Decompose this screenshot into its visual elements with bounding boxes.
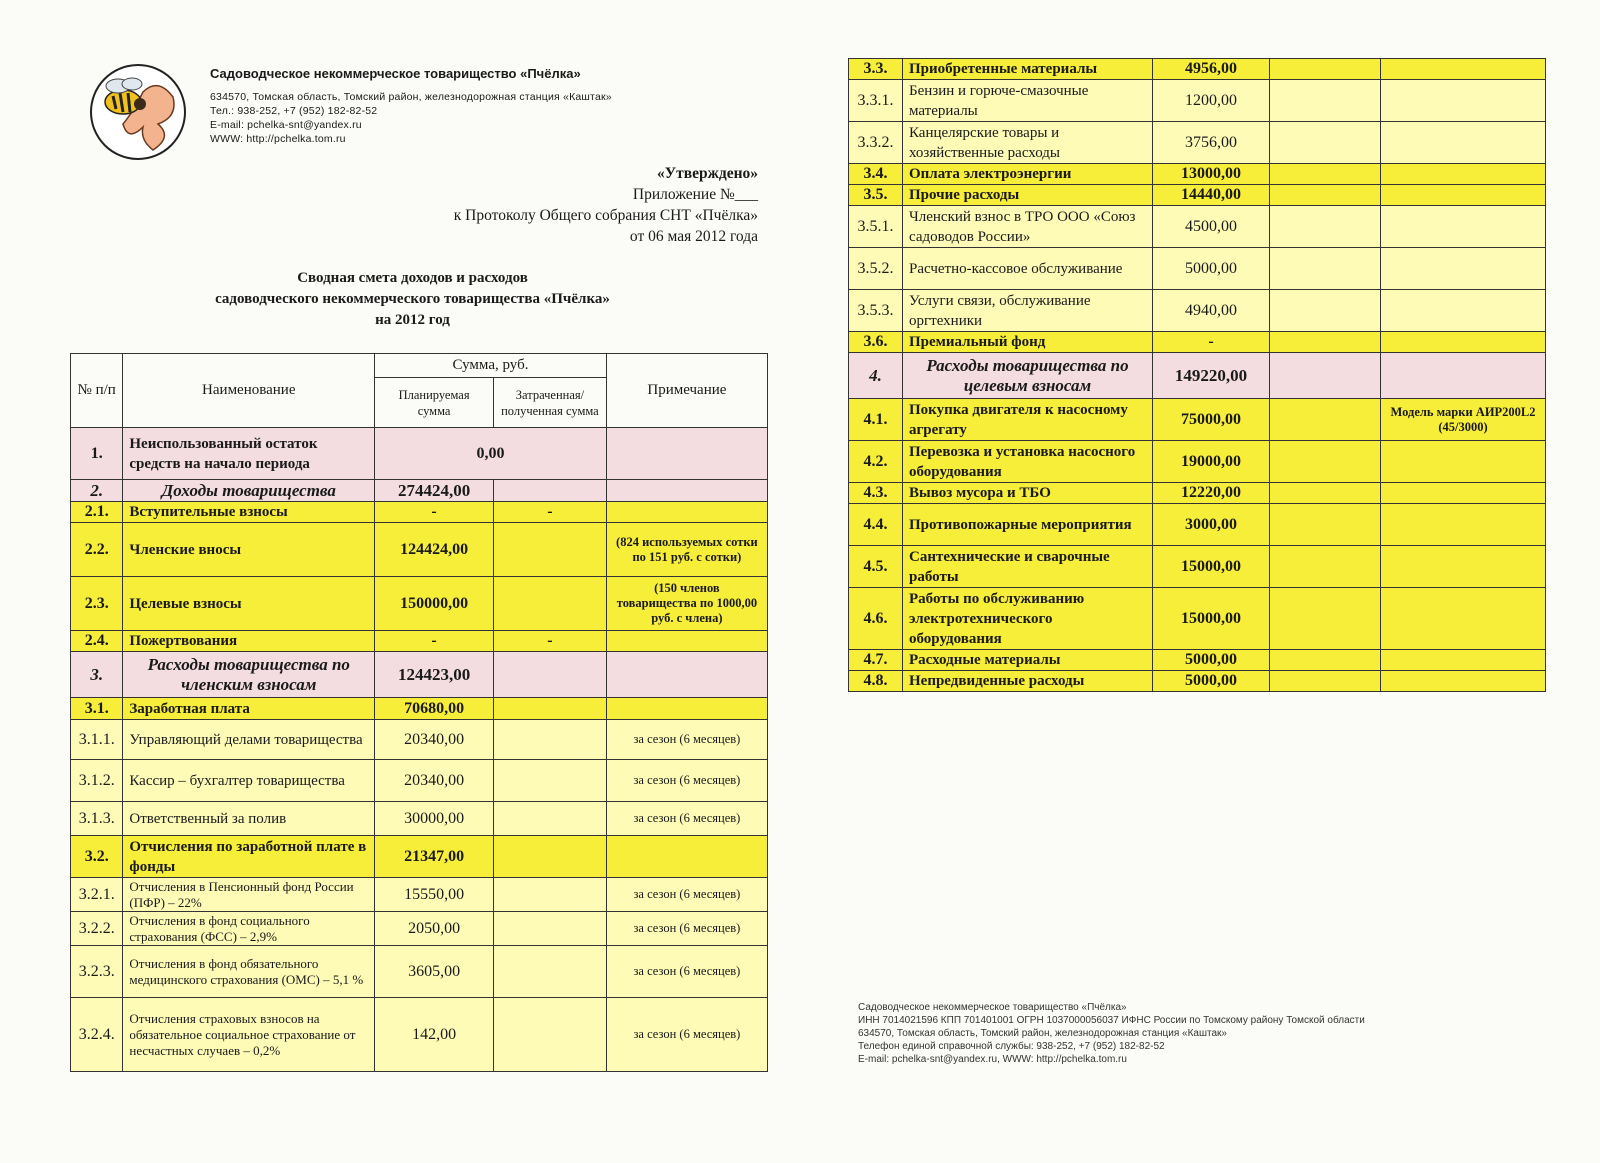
footer-org-name: Садоводческое некоммерческое товарищество «Пчёлка» [858,1002,1127,1013]
row-name: Отчисления в фонд социального страхования (ФСС) – 2,9% [123,912,375,946]
org-website: WWW: http://pchelka.tom.ru [210,133,346,145]
row-note: (150 членов товарищества по 1000,00 руб. с члена) [606,577,767,631]
table-row [71,428,768,480]
row-note: за сезон (6 месяцев) [606,946,767,998]
row-note [1381,588,1546,650]
row-spent-amount [1270,332,1381,353]
row-note [1381,80,1546,122]
row-planned-amount: 15550,00 [375,878,494,912]
table-row [849,185,1546,206]
row-spent-amount [1270,399,1381,441]
table-row [849,353,1546,399]
col-header-note: Примечание [606,354,767,428]
approved-label: «Утверждено» [657,165,758,182]
title-line-2: садоводческого некоммерческого товарищества «Пчёлка» [215,291,610,307]
col-header-number: № п/п [71,354,123,428]
row-number: 3.2.3. [71,946,123,998]
table-row [849,290,1546,332]
row-note [1381,546,1546,588]
row-number: 4.7. [849,650,903,671]
row-note: за сезон (6 месяцев) [606,720,767,760]
row-number: 3.1.3. [71,802,123,836]
table-row [849,164,1546,185]
row-spent-amount [1270,206,1381,248]
table-row [849,671,1546,692]
row-number: 3.1.2. [71,760,123,802]
row-planned-amount: 2050,00 [375,912,494,946]
row-spent-amount [494,480,607,502]
row-planned-amount: 30000,00 [375,802,494,836]
row-number: 3.2. [71,836,123,878]
row-planned-amount: 15000,00 [1153,588,1270,650]
row-planned-amount: 15000,00 [1153,546,1270,588]
row-planned-amount: 5000,00 [1153,650,1270,671]
row-note [606,652,767,698]
row-planned-amount: 75000,00 [1153,399,1270,441]
table-row [71,631,768,652]
table-row [849,248,1546,290]
row-planned-amount: 5000,00 [1153,248,1270,290]
row-planned-amount: 274424,00 [375,480,494,502]
row-spent-amount [494,946,607,998]
row-name: Кассир – бухгалтер товарищества [123,760,375,802]
approval-date: от 06 мая 2012 года [629,228,758,245]
table-row [71,998,768,1072]
row-name: Управляющий делами товарищества [123,720,375,760]
bee-flower-logo-icon [88,62,188,162]
row-spent-amount: - [494,502,607,523]
table-row [849,80,1546,122]
row-planned-amount: 4500,00 [1153,206,1270,248]
row-spent-amount [1270,671,1381,692]
row-note [606,631,767,652]
org-email: E-mail: pchelka-snt@yandex.ru [210,119,362,131]
row-spent-amount [1270,546,1381,588]
row-note [606,480,767,502]
row-spent-amount [494,523,607,577]
col-header-planned: Планируемая сумма [375,378,494,428]
table-row [849,122,1546,164]
table-row [71,946,768,998]
row-name: Вступительные взносы [123,502,375,523]
row-planned-amount: 14440,00 [1153,185,1270,206]
row-note [1381,248,1546,290]
row-note: за сезон (6 месяцев) [606,998,767,1072]
table-row [71,836,768,878]
row-note [1381,122,1546,164]
table-row [71,698,768,720]
row-note [1381,353,1546,399]
row-planned-amount: 4956,00 [1153,59,1270,80]
row-spent-amount [1270,441,1381,483]
row-name: Канцелярские товары и хозяйственные расходы [903,122,1153,164]
col-header-sum: Сумма, руб. [375,354,607,378]
row-name: Отчисления в Пенсионный фонд России (ПФР) – 22% [123,878,375,912]
table-row [849,504,1546,546]
table-row [849,399,1546,441]
row-spent-amount [494,760,607,802]
row-number: 4.4. [849,504,903,546]
row-number: 3.3.2. [849,122,903,164]
table-row [71,912,768,946]
col-header-spent: Затраченная/ полученная сумма [494,378,607,428]
row-spent-amount [494,698,607,720]
row-name: Расчетно-кассовое обслуживание [903,248,1153,290]
left-table-body [71,428,768,1072]
row-number: 3.3.1. [849,80,903,122]
row-spent-amount [494,998,607,1072]
row-name: Отчисления в фонд обязательного медицинского страхования (ОМС) – 5,1 % [123,946,375,998]
footer-requisites [858,1001,1365,1066]
row-number: 2.3. [71,577,123,631]
row-number: 3.5.1. [849,206,903,248]
row-number: 2.1. [71,502,123,523]
budget-table-right [848,58,1546,692]
row-name: Ответственный за полив [123,802,375,836]
row-number: 4.2. [849,441,903,483]
row-planned-amount: 13000,00 [1153,164,1270,185]
row-name: Приобретенные материалы [903,59,1153,80]
row-name: Сантехнические и сварочные работы [903,546,1153,588]
row-name: Покупка двигателя к насосному агрегату [903,399,1153,441]
row-planned-amount: 70680,00 [375,698,494,720]
appendix-label: Приложение №___ [632,186,758,203]
row-note: Модель марки АИР200L2 (45/3000) [1381,399,1546,441]
row-name: Противопожарные мероприятия [903,504,1153,546]
row-planned-amount: - [1153,332,1270,353]
row-note [1381,483,1546,504]
row-planned-amount: 150000,00 [375,577,494,631]
table-row [71,577,768,631]
row-planned-amount: 19000,00 [1153,441,1270,483]
row-planned-amount: 3000,00 [1153,504,1270,546]
row-name: Оплата электроэнергии [903,164,1153,185]
row-planned-amount: 20340,00 [375,720,494,760]
table-row [849,546,1546,588]
row-name: Членские вносы [123,523,375,577]
row-note [1381,185,1546,206]
row-planned-amount: 12220,00 [1153,483,1270,504]
table-row [849,483,1546,504]
row-name: Расходы товарищества по членским взносам [123,652,375,698]
table-row [71,878,768,912]
row-spent-amount [1270,80,1381,122]
row-planned-amount: - [375,631,494,652]
row-name: Пожертвования [123,631,375,652]
row-name: Бензин и горюче-смазочные материалы [903,80,1153,122]
row-number: 4.8. [849,671,903,692]
row-number: 3.5.3. [849,290,903,332]
table-row [71,802,768,836]
row-number: 2.2. [71,523,123,577]
budget-table-left [70,353,768,1072]
row-planned-amount: 1200,00 [1153,80,1270,122]
row-note [606,698,767,720]
row-note [1381,164,1546,185]
row-name: Расходные материалы [903,650,1153,671]
table-row [71,760,768,802]
row-planned-amount: 124423,00 [375,652,494,698]
row-name: Услуги связи, обслуживание оргтехники [903,290,1153,332]
row-spent-amount [1270,248,1381,290]
row-name: Прочие расходы [903,185,1153,206]
row-note [1381,332,1546,353]
org-phone: Тел.: 938-252, +7 (952) 182-82-52 [210,105,378,117]
row-note [1381,206,1546,248]
row-note: за сезон (6 месяцев) [606,912,767,946]
row-spent-amount [1270,290,1381,332]
row-spent-amount [1270,483,1381,504]
col-header-name: Наименование [123,354,375,428]
row-number: 3.2.4. [71,998,123,1072]
row-planned-amount: 20340,00 [375,760,494,802]
row-spent-amount [1270,164,1381,185]
row-note: за сезон (6 месяцев) [606,760,767,802]
row-name: Вывоз мусора и ТБО [903,483,1153,504]
row-number: 3.1.1. [71,720,123,760]
right-table-body [849,59,1546,692]
row-spent-amount [1270,353,1381,399]
row-note [1381,59,1546,80]
row-spent-amount [1270,504,1381,546]
row-spent-amount [1270,588,1381,650]
row-note [606,836,767,878]
row-note: за сезон (6 месяцев) [606,802,767,836]
row-name: Отчисления страховых взносов на обязательное социальное страхование от несчастных случаев – 0,2% [123,998,375,1072]
row-name: Доходы товарищества [123,480,375,502]
table-row [71,480,768,502]
footer-phone: Телефон единой справочной службы: 938-252, +7 (952) 182-82-52 [858,1041,1165,1052]
row-spent-amount [494,720,607,760]
table-row [849,332,1546,353]
row-name: Премиальный фонд [903,332,1153,353]
row-name: Расходы товарищества по целевым взносам [903,353,1153,399]
row-spent-amount [494,802,607,836]
letterhead [88,62,708,172]
row-spent-amount [494,878,607,912]
row-number: 2.4. [71,631,123,652]
row-spent-amount [1270,185,1381,206]
row-spent-amount [1270,122,1381,164]
title-line-1: Сводная смета доходов и расходов [297,270,528,286]
row-number: 2. [71,480,123,502]
row-name: Членский взнос в ТРО ООО «Союз садоводов России» [903,206,1153,248]
row-name: Непредвиденные расходы [903,671,1153,692]
row-note [606,502,767,523]
row-planned-amount: - [375,502,494,523]
row-note [1381,504,1546,546]
row-name: Целевые взносы [123,577,375,631]
title-line-3: на 2012 год [375,312,450,328]
footer-address: 634570, Томская область, Томский район, железнодорожная станция «Каштак» [858,1028,1227,1039]
row-number: 3.4. [849,164,903,185]
row-spent-amount [494,577,607,631]
row-planned-amount: 149220,00 [1153,353,1270,399]
approval-stamp [454,163,758,247]
row-number: 3.6. [849,332,903,353]
row-note: (824 используемых сотки по 151 руб. с сотки) [606,523,767,577]
row-number: 3.5. [849,185,903,206]
row-spent-amount [494,912,607,946]
row-number: 4.1. [849,399,903,441]
row-planned-amount: 124424,00 [375,523,494,577]
row-number: 1. [71,428,123,480]
table-row [71,720,768,760]
row-number: 4.3. [849,483,903,504]
table-row [849,59,1546,80]
row-number: 3.2.2. [71,912,123,946]
footer-tax-ids: ИНН 7014021596 КПП 701401001 ОГРН 1037000056037 ИФНС России по Томскому району Томской области [858,1015,1365,1026]
table-row [71,502,768,523]
protocol-label: к Протоколу Общего собрания СНТ «Пчёлка» [453,207,758,224]
table-row [71,523,768,577]
table-row [849,206,1546,248]
row-planned-amount: 21347,00 [375,836,494,878]
table-row [849,441,1546,483]
row-planned-amount: 0,00 [375,428,607,480]
row-name: Отчисления по заработной плате в фонды [123,836,375,878]
row-name: Заработная плата [123,698,375,720]
org-name: Садоводческое некоммерческое товарищество «Пчёлка» [210,66,581,81]
row-planned-amount: 4940,00 [1153,290,1270,332]
row-spent-amount: - [494,631,607,652]
row-spent-amount [1270,650,1381,671]
row-spent-amount [494,836,607,878]
row-planned-amount: 142,00 [375,998,494,1072]
row-number: 3.2.1. [71,878,123,912]
row-note [606,428,767,480]
row-number: 3.5.2. [849,248,903,290]
row-number: 3.1. [71,698,123,720]
row-note: за сезон (6 месяцев) [606,878,767,912]
row-planned-amount: 3605,00 [375,946,494,998]
footer-contacts: E-mail: pchelka-snt@yandex.ru, WWW: http://pchelka.tom.ru [858,1054,1127,1065]
row-number: 4. [849,353,903,399]
org-address: 634570, Томская область, Томский район, железнодорожная станция «Каштак» [210,91,612,103]
table-row [71,652,768,698]
row-planned-amount: 5000,00 [1153,671,1270,692]
row-note [1381,290,1546,332]
row-number: 3. [71,652,123,698]
row-number: 3.3. [849,59,903,80]
row-spent-amount [1270,59,1381,80]
row-note [1381,650,1546,671]
row-number: 4.5. [849,546,903,588]
row-planned-amount: 3756,00 [1153,122,1270,164]
row-name: Неиспользованный остаток средств на начало периода [123,428,375,480]
table-row [849,588,1546,650]
row-note [1381,441,1546,483]
document-title [70,268,755,331]
row-name: Перевозка и установка насосного оборудования [903,441,1153,483]
row-number: 4.6. [849,588,903,650]
row-note [1381,671,1546,692]
row-spent-amount [494,652,607,698]
table-row [849,650,1546,671]
row-name: Работы по обслуживанию электротехнического оборудования [903,588,1153,650]
